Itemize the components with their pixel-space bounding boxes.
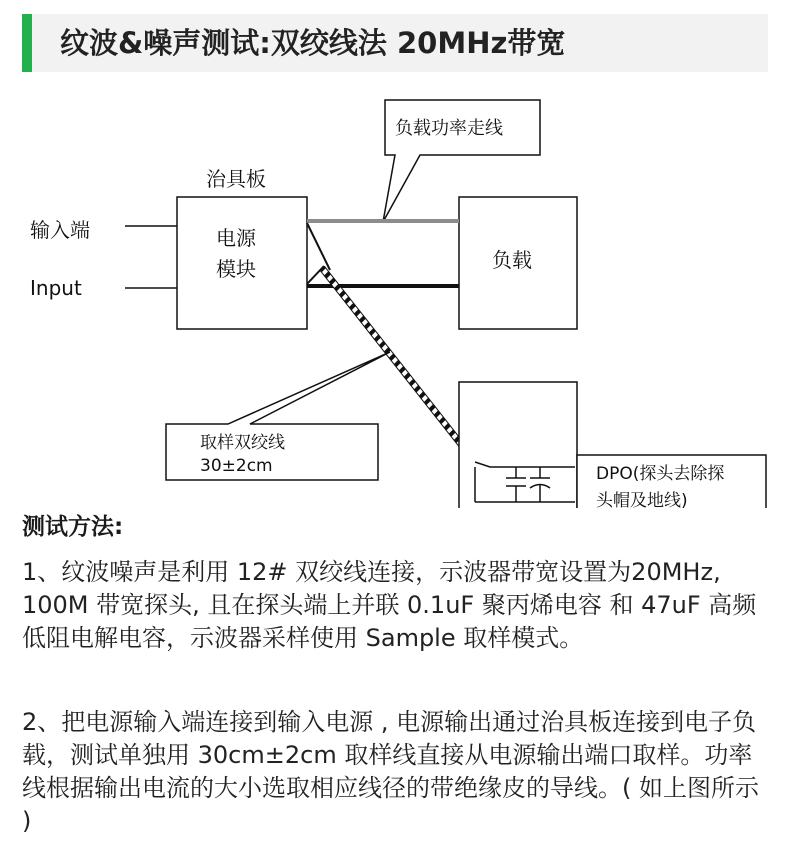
callout-twisted-pair-line1: 取样双绞线 [200, 433, 285, 453]
dpo-label-line2: 头帽及地线) [596, 491, 688, 508]
method-paragraph-1: 1、纹波噪声是利用 12# 双绞线连接，示波器带宽设置为20MHz, 100M 带宽探头, 且在探头端上并联 0.1uF 聚丙烯电容 和 47uF 高频低阻电解电容，示波器采样使用 Sample 取样模式。 [22, 558, 757, 652]
title-banner [22, 14, 768, 72]
callout-twisted-pair [166, 352, 390, 480]
input-label-en: Input [30, 276, 82, 300]
callout-load-trace-text: 负载功率走线 [395, 118, 503, 139]
load-label: 负载 [492, 248, 532, 272]
method-paragraph-2: 2、把电源输入端连接到输入电源 , 电源输出通过治具板连接到电子负载，测试单独用 30cm±2cm 取样线直接从电源输出端口取样。功率线根据输出电流的大小选取相应线径的带绝缘皮的导线。( 如上图所示 ) [22, 708, 759, 835]
input-label-cn: 输入端 [30, 218, 90, 242]
page-title: 纹波&噪声测试:双绞线法 20MHz带宽 [60, 26, 566, 60]
accent-bar [22, 14, 32, 72]
ripple-test-diagram [0, 78, 790, 508]
dpo-label-line1: DPO(探头去除探 [596, 464, 725, 484]
callout-twisted-pair-line2: 30±2cm [200, 456, 273, 476]
dpo-box [459, 382, 577, 508]
fixture-label: 治具板 [206, 167, 266, 191]
method-heading: 测试方法: [22, 514, 124, 540]
psu-label-line1: 电源 [216, 226, 256, 250]
psu-label-line2: 模块 [216, 257, 256, 281]
